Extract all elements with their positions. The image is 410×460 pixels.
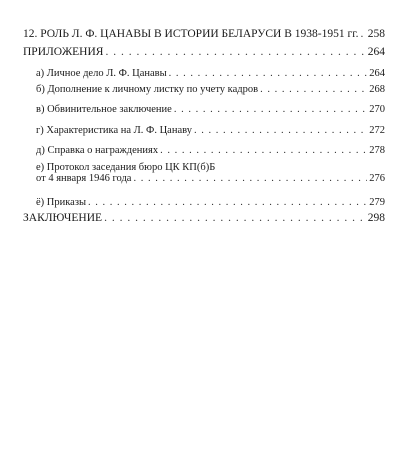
toc-entry-page: 279 bbox=[369, 197, 385, 208]
toc-entry-appendix-d bbox=[36, 145, 385, 156]
toc-leader-dots bbox=[174, 104, 367, 115]
toc-entry-title: б) Дополнение к личному листку по учету кадров bbox=[36, 84, 259, 95]
toc-leader-dots bbox=[260, 84, 367, 95]
toc-entry-title: ЗАКЛЮЧЕНИЕ bbox=[23, 212, 103, 224]
toc-entry-page: 258 bbox=[367, 28, 385, 40]
toc-entry-title: г) Характеристика на Л. Ф. Цанаву bbox=[36, 125, 192, 136]
toc-entry-chapter-12 bbox=[23, 28, 385, 40]
toc-entry-page: 264 bbox=[367, 46, 385, 58]
toc-entry-title: в) Обвинительное заключение bbox=[36, 104, 172, 115]
toc-entry-appendices bbox=[23, 46, 385, 58]
toc-entry-appendix-v bbox=[36, 104, 385, 115]
toc-entry-page: 268 bbox=[369, 84, 385, 95]
toc-entry-title: д) Справка о награждениях bbox=[36, 145, 159, 156]
toc-entry-title-line2: от 4 января 1946 года bbox=[36, 173, 132, 184]
toc-entry-conclusion bbox=[23, 212, 385, 224]
toc-entry-appendix-b bbox=[36, 84, 385, 95]
toc-entry-title: ПРИЛОЖЕНИЯ bbox=[23, 46, 104, 58]
toc-leader-dots bbox=[361, 28, 366, 40]
toc-entry-title-line1: е) Протокол заседания бюро ЦК КП(б)Б bbox=[36, 162, 216, 173]
toc-entry-title: ё) Приказы bbox=[36, 197, 87, 208]
toc-leader-dots bbox=[160, 145, 367, 156]
toc-entry-title: а) Личное дело Л. Ф. Цанавы bbox=[36, 68, 167, 79]
toc-leader-dots bbox=[169, 68, 368, 79]
toc-entry-appendix-e bbox=[36, 162, 385, 184]
toc-entry-page: 298 bbox=[367, 212, 385, 224]
toc-entry-appendix-g bbox=[36, 125, 385, 136]
toc-entry-page: 278 bbox=[369, 145, 385, 156]
toc-leader-dots bbox=[194, 125, 367, 136]
toc-leader-dots bbox=[133, 173, 367, 184]
toc-leader-dots bbox=[88, 197, 367, 208]
toc-entry-title: 12. РОЛЬ Л. Ф. ЦАНАВЫ В ИСТОРИИ БЕЛАРУСИ В 1938-1951 гг. bbox=[23, 28, 359, 40]
toc-entry-page: 270 bbox=[369, 104, 385, 115]
toc-entry-appendix-a bbox=[36, 68, 385, 79]
toc-entry-line2 bbox=[36, 173, 385, 184]
toc-entry-page: 272 bbox=[369, 125, 385, 136]
toc-entry-page: 264 bbox=[369, 68, 385, 79]
toc-entry-appendix-yo bbox=[36, 197, 385, 208]
toc-leader-dots bbox=[105, 46, 365, 58]
toc-leader-dots bbox=[104, 212, 366, 224]
toc-entry-page: 276 bbox=[369, 173, 385, 184]
